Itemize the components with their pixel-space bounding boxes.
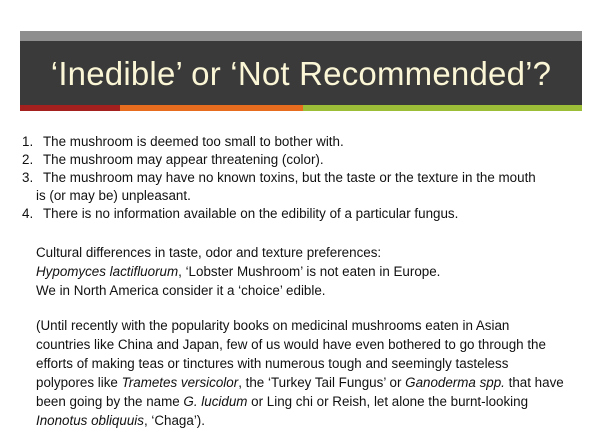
cultural-line-1: Cultural differences in taste, odor and texture preferences: (36, 245, 382, 260)
cultural-line-3: We in North America consider it a ‘choice’ edible. (36, 283, 326, 298)
list-text: The mushroom is deemed too small to bother with. (43, 134, 344, 149)
reason-item-2 (22, 151, 324, 169)
reason-item-1 (22, 133, 344, 151)
species-name: G. lucidum (183, 394, 248, 409)
species-name: Trametes versicolor (121, 375, 239, 390)
list-text: The mushroom may appear threatening (color). (43, 152, 324, 167)
list-text: The mushroom may have no known toxins, but the taste or the texture in the mouth (43, 170, 536, 185)
medicinal-line-6: Inonotus obliquuis, ‘Chaga’). (36, 413, 205, 428)
medicinal-line-1: (Until recently with the popularity books on medicinal mushrooms eaten in Asian (36, 318, 510, 333)
list-number: 3. (22, 170, 34, 185)
slide-title: ‘Inedible’ or ‘Not Recommended’? (50, 54, 552, 92)
reason-item-4 (22, 205, 458, 223)
medicinal-line-3: efforts of making teas or tinctures with numerous tough and seemingly tasteless (36, 356, 509, 371)
list-text: There is no information available on the edibility of a particular fungus. (43, 206, 459, 221)
list-number: 2. (22, 152, 34, 167)
reason-item-3-continuation (36, 187, 191, 205)
cultural-line-2: Hypomyces lactifluorum, ‘Lobster Mushroom’ is not eaten in Europe. (36, 264, 441, 279)
species-name: Inonotus obliquuis (36, 413, 144, 428)
species-name: Hypomyces lactifluorum (36, 264, 179, 279)
medicinal-line-2: countries like China and Japan, few of us would have even bothered to go through the (36, 337, 546, 352)
medicinal-line-4: polypores like Trametes versicolor, the ‘Turkey Tail Fungus’ or Ganoderma spp. that have (36, 375, 564, 390)
cultural-paragraph (36, 243, 440, 300)
reason-item-3 (22, 169, 536, 187)
species-name: Ganoderma spp. (405, 375, 505, 390)
list-text: is (or may be) unpleasant. (36, 188, 191, 203)
medicinal-line-5: been going by the name G. lucidum or Ling chi or Reish, let alone the burnt-looking (36, 394, 529, 409)
list-number: 1. (22, 134, 34, 149)
medicinal-paragraph (36, 316, 564, 430)
list-number: 4. (22, 206, 34, 221)
